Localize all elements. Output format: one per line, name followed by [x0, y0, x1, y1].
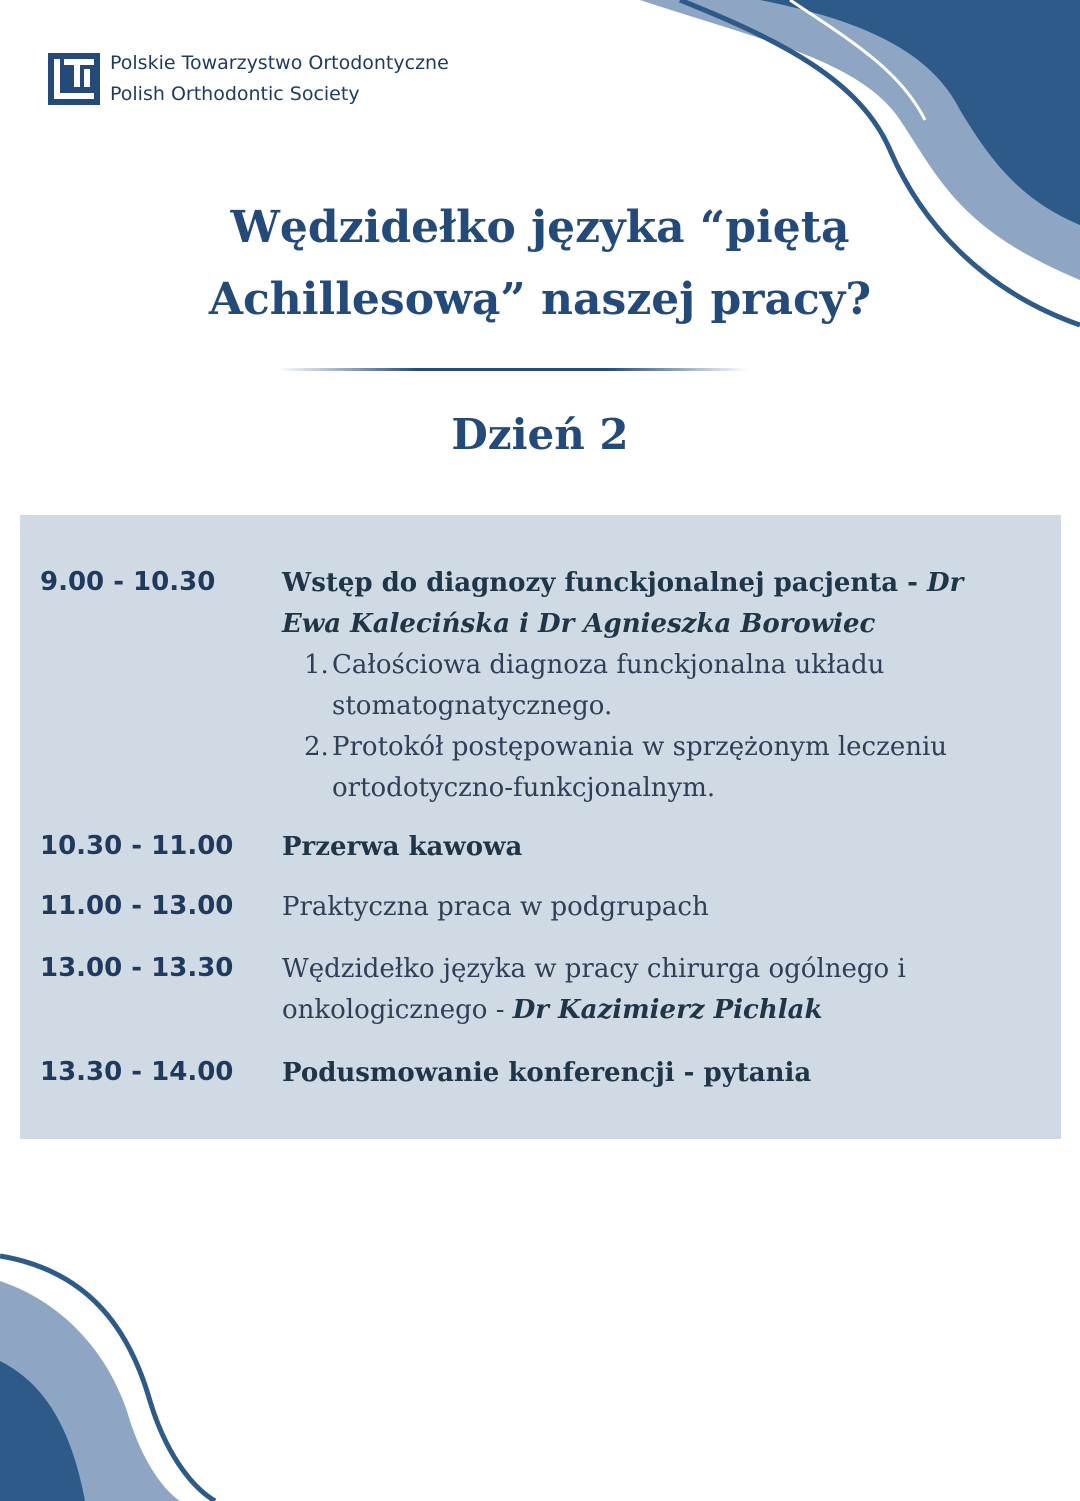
row-description [282, 949, 1022, 1031]
title-line-2: Achillesową” naszej pracy? [208, 274, 872, 325]
session-title: Wstęp do diagnozy funckjonalnej pacjenta - [282, 568, 928, 598]
schedule-panel [20, 515, 1061, 1139]
society-logo [48, 48, 449, 110]
row-time: 10.30 - 11.00 [40, 831, 234, 861]
agenda-item [282, 727, 1022, 809]
agenda-item [282, 645, 1022, 727]
session-title: Przerwa kawowa [282, 832, 523, 862]
agenda-item-text: Całościowa diagnoza funckjonalna układu stomatognatycznego. [332, 650, 885, 721]
title-divider [278, 368, 748, 371]
agenda-item-number: 2. [304, 732, 329, 762]
agenda-item-text: Protokół postępowania w sprzężonym leczeniu ortodotyczno-funkcjonalnym. [332, 732, 948, 803]
row-time: 9.00 - 10.30 [40, 567, 216, 597]
agenda-item-number: 1. [304, 650, 329, 680]
title-line-1: Wędzidełko języka “piętą [230, 202, 850, 253]
logo-mark-icon [48, 53, 100, 105]
row-time: 11.00 - 13.00 [40, 891, 234, 921]
row-time: 13.00 - 13.30 [40, 953, 234, 983]
decorative-wave-bottom-left [0, 1251, 260, 1501]
session-speakers: Dr Ewa Kalecińska i Dr Agnieszka Borowiec [282, 568, 964, 639]
row-description [282, 1053, 1022, 1094]
page-title [0, 192, 1080, 336]
row-description [282, 827, 1022, 868]
row-description [282, 563, 1022, 809]
session-title: Podusmowanie konferencji - pytania [282, 1058, 812, 1088]
logo-text [110, 48, 449, 110]
row-description: Praktyczna praca w podgrupach [282, 892, 709, 922]
row-time: 13.30 - 14.00 [40, 1057, 234, 1087]
session-speakers: Dr Kazimierz Pichlak [512, 995, 823, 1025]
session-text: Wędzidełko języka w pracy chirurga ogólnego i onkologicznego - [282, 954, 906, 1025]
logo-name-english: Polish Orthodontic Society [110, 83, 360, 105]
day-label: Dzień 2 [451, 410, 629, 459]
logo-name-polish: Polskie Towarzystwo Ortodontyczne [110, 52, 449, 74]
